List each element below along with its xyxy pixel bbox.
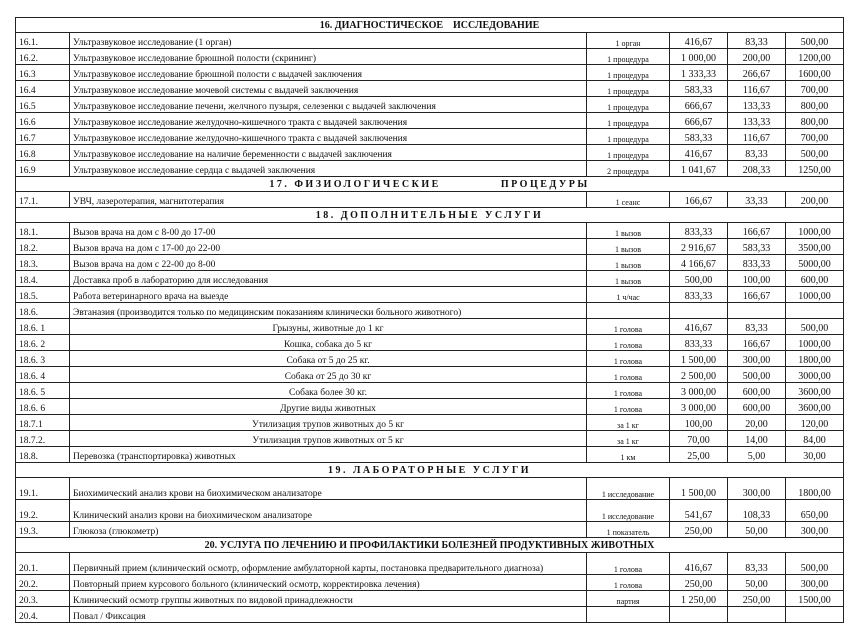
row-number: 18.6. 4 (16, 367, 70, 383)
service-row (16, 478, 844, 500)
service-name: Вызов врача на дом с 17-00 до 22-00 (70, 239, 587, 255)
price-without-vat (670, 303, 728, 319)
service-row (16, 65, 844, 81)
vat-amount: 166,67 (728, 335, 786, 351)
service-name: Ультразвуковое исследование желудочно-кишечного тракта с выдачей заключения (70, 129, 587, 145)
vat-amount: 83,33 (728, 553, 786, 575)
service-row (16, 431, 844, 447)
service-row (16, 383, 844, 399)
service-name: Биохимический анализ крови на биохимическом анализаторе (70, 478, 587, 500)
section-title: 16. ДИАГНОСТИЧЕСКОЕ ИССЛЕДОВАНИЕ (16, 18, 844, 33)
unit-of-measure: 1 голова (587, 367, 670, 383)
unit-of-measure: 1 вызов (587, 239, 670, 255)
price-without-vat: 833,33 (670, 223, 728, 239)
unit-of-measure: 1 исследование (587, 500, 670, 522)
service-row (16, 500, 844, 522)
price-total: 500,00 (786, 33, 844, 49)
unit-of-measure: 1 голова (587, 319, 670, 335)
unit-of-measure: 1 вызов (587, 223, 670, 239)
vat-amount: 166,67 (728, 223, 786, 239)
unit-of-measure: 1 орган (587, 33, 670, 49)
unit-of-measure (587, 607, 670, 623)
unit-of-measure: за 1 кг (587, 431, 670, 447)
row-number: 18.6. 2 (16, 335, 70, 351)
price-total: 1500,00 (786, 591, 844, 607)
price-without-vat: 833,33 (670, 335, 728, 351)
price-without-vat: 416,67 (670, 319, 728, 335)
service-name: Ультразвуковое исследование желудочно-кишечного тракта с выдачей заключения (70, 113, 587, 129)
unit-of-measure: 1 процедура (587, 65, 670, 81)
row-number: 16.2. (16, 49, 70, 65)
vat-amount: 50,00 (728, 575, 786, 591)
price-without-vat: 4 166,67 (670, 255, 728, 271)
price-without-vat: 666,67 (670, 97, 728, 113)
service-name: Кошка, собака до 5 кг (70, 335, 587, 351)
price-without-vat: 250,00 (670, 522, 728, 538)
price-without-vat: 2 916,67 (670, 239, 728, 255)
service-name: Перевозка (транспортировка) животных (70, 447, 587, 463)
vat-amount: 300,00 (728, 351, 786, 367)
row-number: 20.2. (16, 575, 70, 591)
service-name: Ультразвуковое исследование печени, желчного пузыря, селезенки с выдачей заключения (70, 97, 587, 113)
service-row (16, 399, 844, 415)
vat-amount: 266,67 (728, 65, 786, 81)
service-name: Ультразвуковое исследование брюшной полости (скрининг) (70, 49, 587, 65)
price-total: 3600,00 (786, 399, 844, 415)
vat-amount (728, 607, 786, 623)
vat-amount: 166,67 (728, 287, 786, 303)
price-without-vat: 250,00 (670, 575, 728, 591)
service-row (16, 447, 844, 463)
row-number: 18.2. (16, 239, 70, 255)
service-row (16, 271, 844, 287)
service-row (16, 113, 844, 129)
row-number: 18.3. (16, 255, 70, 271)
price-total: 120,00 (786, 415, 844, 431)
price-total: 3000,00 (786, 367, 844, 383)
price-without-vat: 1 500,00 (670, 351, 728, 367)
price-without-vat: 666,67 (670, 113, 728, 129)
service-name: Ультразвуковое исследование брюшной полости с выдачей заключения (70, 65, 587, 81)
vat-amount: 108,33 (728, 500, 786, 522)
row-number: 16.3 (16, 65, 70, 81)
service-row (16, 129, 844, 145)
service-name: Ультразвуковое исследование на наличие беременности с выдачей заключения (70, 145, 587, 161)
price-total: 1800,00 (786, 478, 844, 500)
unit-of-measure: 1 голова (587, 335, 670, 351)
price-without-vat: 1 333,33 (670, 65, 728, 81)
service-name: Вызов врача на дом с 8-00 до 17-00 (70, 223, 587, 239)
service-name: Доставка проб в лабораторию для исследования (70, 271, 587, 287)
section-header-row (16, 18, 844, 33)
row-number: 18.5. (16, 287, 70, 303)
vat-amount: 33,33 (728, 192, 786, 208)
service-name: Повторный прием курсового больного (клинический осмотр, корректировка лечения) (70, 575, 587, 591)
service-name: Клинический анализ крови на биохимическом анализаторе (70, 500, 587, 522)
section-title: 19. ЛАБОРАТОРНЫЕ УСЛУГИ (16, 463, 844, 478)
service-name: Утилизация трупов животных от 5 кг (70, 431, 587, 447)
vat-amount: 133,33 (728, 97, 786, 113)
price-total: 1000,00 (786, 287, 844, 303)
price-without-vat: 416,67 (670, 33, 728, 49)
row-number: 18.6. 5 (16, 383, 70, 399)
price-total: 500,00 (786, 145, 844, 161)
vat-amount: 100,00 (728, 271, 786, 287)
unit-of-measure: 1 ч/час (587, 287, 670, 303)
service-name: Собака от 5 до 25 кг. (70, 351, 587, 367)
price-without-vat: 541,67 (670, 500, 728, 522)
unit-of-measure: партия (587, 591, 670, 607)
service-row (16, 145, 844, 161)
vat-amount: 583,33 (728, 239, 786, 255)
row-number: 16.5 (16, 97, 70, 113)
vat-amount: 600,00 (728, 399, 786, 415)
row-number: 20.4. (16, 607, 70, 623)
price-without-vat: 1 500,00 (670, 478, 728, 500)
service-name: Утилизация трупов животных до 5 кг (70, 415, 587, 431)
price-total: 700,00 (786, 129, 844, 145)
section-header-row (16, 538, 844, 553)
price-total: 3500,00 (786, 239, 844, 255)
service-row (16, 575, 844, 591)
service-name: Грызуны, животные до 1 кг (70, 319, 587, 335)
service-name: Собака от 25 до 30 кг (70, 367, 587, 383)
vat-amount: 83,33 (728, 319, 786, 335)
row-number: 18.6. 1 (16, 319, 70, 335)
service-name: Собака более 30 кг. (70, 383, 587, 399)
vat-amount: 116,67 (728, 129, 786, 145)
section-header-row (16, 463, 844, 478)
section-title: 18. ДОПОЛНИТЕЛЬНЫЕ УСЛУГИ (16, 208, 844, 223)
price-without-vat: 166,67 (670, 192, 728, 208)
row-number: 16.6 (16, 113, 70, 129)
unit-of-measure: 1 процедура (587, 113, 670, 129)
service-row (16, 367, 844, 383)
section-title: 20. УСЛУГА ПО ЛЕЧЕНИЮ И ПРОФИЛАКТИКИ БОЛЕЗНЕЙ ПРОДУКТИВНЫХ ЖИВОТНЫХ (16, 538, 844, 553)
price-without-vat: 583,33 (670, 81, 728, 97)
service-row (16, 192, 844, 208)
price-total (786, 303, 844, 319)
service-row (16, 591, 844, 607)
price-total: 3600,00 (786, 383, 844, 399)
service-name: Клинический осмотр группы животных по видовой принадлежности (70, 591, 587, 607)
unit-of-measure (587, 303, 670, 319)
vat-amount: 133,33 (728, 113, 786, 129)
vat-amount: 83,33 (728, 33, 786, 49)
vat-amount: 50,00 (728, 522, 786, 538)
service-name: Другие виды животных (70, 399, 587, 415)
service-name: Первичный прием (клинический осмотр, оформление амбулаторной карты, постановка предварительного диагноза) (70, 553, 587, 575)
vat-amount: 14,00 (728, 431, 786, 447)
row-number: 20.3. (16, 591, 70, 607)
price-total: 200,00 (786, 192, 844, 208)
price-without-vat: 583,33 (670, 129, 728, 145)
service-row (16, 223, 844, 239)
unit-of-measure: 1 голова (587, 553, 670, 575)
price-without-vat: 2 500,00 (670, 367, 728, 383)
price-without-vat: 1 250,00 (670, 591, 728, 607)
price-without-vat (670, 607, 728, 623)
unit-of-measure: 1 процедура (587, 49, 670, 65)
price-without-vat: 100,00 (670, 415, 728, 431)
row-number: 16.8 (16, 145, 70, 161)
price-list-body (16, 18, 844, 623)
service-row (16, 49, 844, 65)
service-row (16, 255, 844, 271)
service-row (16, 33, 844, 49)
service-row (16, 522, 844, 538)
vat-amount: 116,67 (728, 81, 786, 97)
price-total: 600,00 (786, 271, 844, 287)
price-list-table (15, 17, 844, 623)
row-number: 19.3. (16, 522, 70, 538)
row-number: 16.1. (16, 33, 70, 49)
price-total: 500,00 (786, 553, 844, 575)
price-without-vat: 1 000,00 (670, 49, 728, 65)
service-row (16, 81, 844, 97)
section-header-row (16, 177, 844, 192)
price-total: 800,00 (786, 113, 844, 129)
price-total: 1000,00 (786, 335, 844, 351)
price-without-vat: 416,67 (670, 553, 728, 575)
price-total: 1200,00 (786, 49, 844, 65)
row-number: 16.7 (16, 129, 70, 145)
vat-amount: 500,00 (728, 367, 786, 383)
price-total: 1600,00 (786, 65, 844, 81)
service-row (16, 239, 844, 255)
row-number: 18.1. (16, 223, 70, 239)
unit-of-measure: 1 голова (587, 351, 670, 367)
unit-of-measure: 1 вызов (587, 255, 670, 271)
price-without-vat: 25,00 (670, 447, 728, 463)
row-number: 18.8. (16, 447, 70, 463)
price-total: 800,00 (786, 97, 844, 113)
unit-of-measure: 1 показатель (587, 522, 670, 538)
unit-of-measure: 1 исследование (587, 478, 670, 500)
price-without-vat: 833,33 (670, 287, 728, 303)
vat-amount: 83,33 (728, 145, 786, 161)
vat-amount: 5,00 (728, 447, 786, 463)
service-row (16, 553, 844, 575)
price-total: 84,00 (786, 431, 844, 447)
service-row (16, 161, 844, 177)
service-row (16, 335, 844, 351)
price-without-vat: 3 000,00 (670, 399, 728, 415)
service-name: Ультразвуковое исследование мочевой системы с выдачей заключения (70, 81, 587, 97)
price-without-vat: 3 000,00 (670, 383, 728, 399)
service-row (16, 287, 844, 303)
unit-of-measure: 1 км (587, 447, 670, 463)
row-number: 17.1. (16, 192, 70, 208)
price-without-vat: 500,00 (670, 271, 728, 287)
row-number: 16.4 (16, 81, 70, 97)
vat-amount: 300,00 (728, 478, 786, 500)
price-total (786, 607, 844, 623)
service-row (16, 97, 844, 113)
price-total: 5000,00 (786, 255, 844, 271)
vat-amount: 600,00 (728, 383, 786, 399)
vat-amount: 208,33 (728, 161, 786, 177)
service-row (16, 607, 844, 623)
unit-of-measure: за 1 кг (587, 415, 670, 431)
row-number: 18.6. (16, 303, 70, 319)
service-name: Эвтаназия (производится только по медицинским показаниям клинически больного животного) (70, 303, 587, 319)
vat-amount: 20,00 (728, 415, 786, 431)
price-total: 1800,00 (786, 351, 844, 367)
service-name: Глюкоза (глюкометр) (70, 522, 587, 538)
row-number: 18.6. 6 (16, 399, 70, 415)
section-title: 17. ФИЗИОЛОГИЧЕСКИЕ ПРОЦЕДУРЫ (16, 177, 844, 192)
service-row (16, 351, 844, 367)
unit-of-measure: 1 вызов (587, 271, 670, 287)
row-number: 19.2. (16, 500, 70, 522)
service-name: Работа ветеринарного врача на выезде (70, 287, 587, 303)
service-name: УВЧ, лазеротерапия, магнитотерапия (70, 192, 587, 208)
row-number: 20.1. (16, 553, 70, 575)
service-row (16, 415, 844, 431)
row-number: 18.7.1 (16, 415, 70, 431)
unit-of-measure: 1 голова (587, 383, 670, 399)
service-name: Ультразвуковое исследование (1 орган) (70, 33, 587, 49)
price-total: 700,00 (786, 81, 844, 97)
price-total: 300,00 (786, 575, 844, 591)
vat-amount: 200,00 (728, 49, 786, 65)
unit-of-measure: 1 голова (587, 575, 670, 591)
row-number: 18.6. 3 (16, 351, 70, 367)
unit-of-measure: 1 процедура (587, 145, 670, 161)
row-number: 16.9 (16, 161, 70, 177)
service-name: Вызов врача на дом с 22-00 до 8-00 (70, 255, 587, 271)
section-header-row (16, 208, 844, 223)
unit-of-measure: 1 процедура (587, 81, 670, 97)
unit-of-measure: 2 процедура (587, 161, 670, 177)
unit-of-measure: 1 процедура (587, 129, 670, 145)
price-without-vat: 1 041,67 (670, 161, 728, 177)
price-without-vat: 70,00 (670, 431, 728, 447)
price-total: 1250,00 (786, 161, 844, 177)
vat-amount (728, 303, 786, 319)
vat-amount: 833,33 (728, 255, 786, 271)
price-total: 650,00 (786, 500, 844, 522)
unit-of-measure: 1 процедура (587, 97, 670, 113)
price-total: 30,00 (786, 447, 844, 463)
row-number: 18.4. (16, 271, 70, 287)
price-total: 500,00 (786, 319, 844, 335)
price-total: 1000,00 (786, 223, 844, 239)
unit-of-measure: 1 сеанс (587, 192, 670, 208)
service-row (16, 303, 844, 319)
price-total: 300,00 (786, 522, 844, 538)
unit-of-measure: 1 голова (587, 399, 670, 415)
vat-amount: 250,00 (728, 591, 786, 607)
service-row (16, 319, 844, 335)
price-without-vat: 416,67 (670, 145, 728, 161)
row-number: 18.7.2. (16, 431, 70, 447)
service-name: Повал / Фиксация (70, 607, 587, 623)
service-name: Ультразвуковое исследование сердца с выдачей заключения (70, 161, 587, 177)
row-number: 19.1. (16, 478, 70, 500)
